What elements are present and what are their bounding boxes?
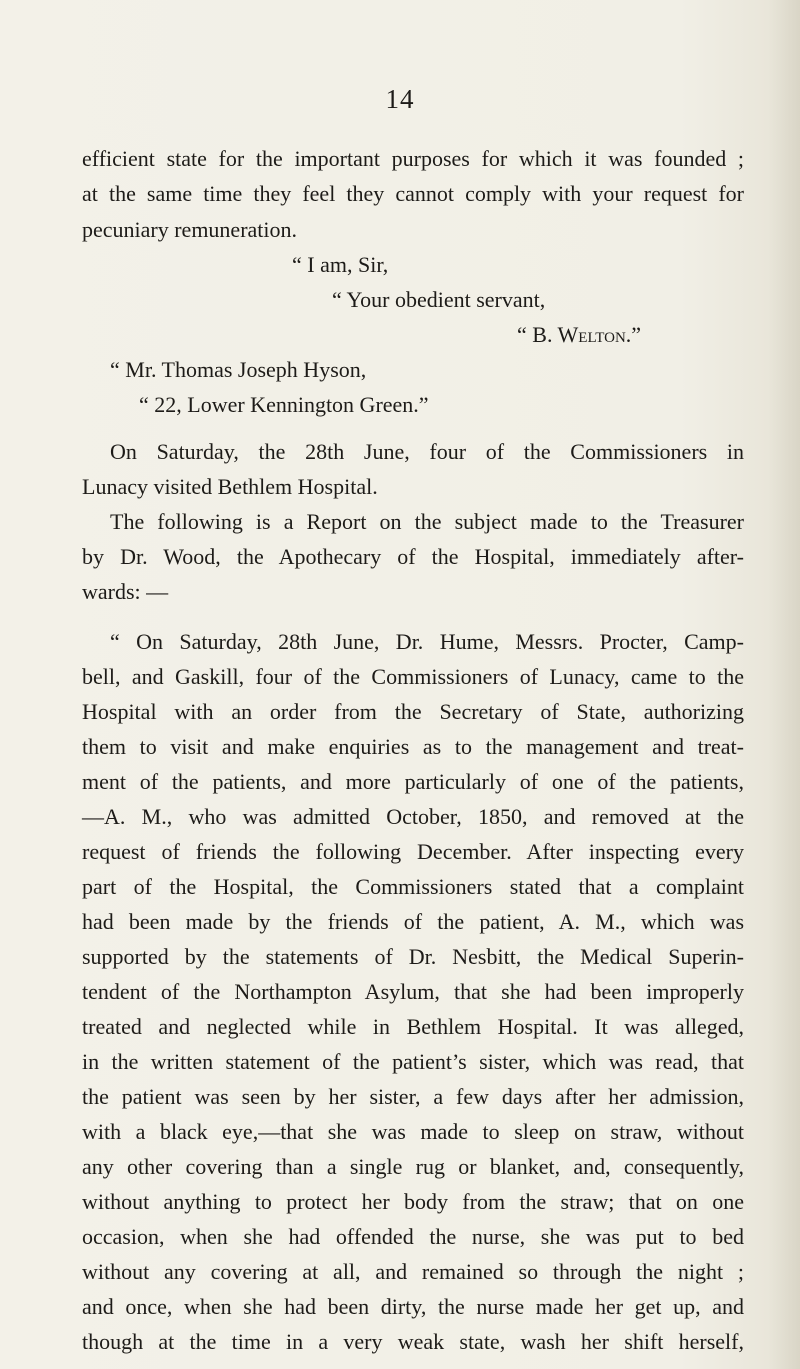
- report-line: supported by the statements of Dr. Nesbitt, the Medical Superin-: [82, 944, 744, 969]
- paragraph-line: Lunacy visited Bethlem Hospital.: [82, 474, 378, 499]
- report-line: tendent of the Northampton Asylum, that she had been improperly: [82, 979, 744, 1004]
- text-line: at the same time they feel they cannot comply with your request for: [82, 181, 744, 206]
- paragraph-line: by Dr. Wood, the Apothecary of the Hospital, immediately after-: [82, 544, 744, 569]
- text-line: efficient state for the important purposes for which it was founded ;: [82, 146, 744, 171]
- letter-signature: “ B. Welton.”: [517, 322, 642, 347]
- report-line: though at the time in a very weak state, wash her shift herself,: [82, 1329, 744, 1354]
- report-line: “ On Saturday, 28th June, Dr. Hume, Messrs. Procter, Camp-: [110, 629, 744, 654]
- report-line: the patient was seen by her sister, a few days after her admission,: [82, 1084, 744, 1109]
- report-line: part of the Hospital, the Commissioners stated that a complaint: [82, 874, 744, 899]
- report-line: had been made by the friends of the patient, A. M., which was: [82, 909, 744, 934]
- report-line: without any covering at all, and remained so through the night ;: [82, 1259, 744, 1284]
- report-line: in the written statement of the patient’s sister, which was read, that: [82, 1049, 744, 1074]
- report-line: them to visit and make enquiries as to the management and treat-: [82, 734, 744, 759]
- page-number: 14: [385, 84, 415, 114]
- report-line: Hospital with an order from the Secretary of State, authorizing: [82, 699, 744, 724]
- letter-closing: “ Your obedient servant,: [332, 287, 546, 312]
- report-line: and once, when she had been dirty, the nurse made her get up, and: [82, 1294, 744, 1319]
- report-line: occasion, when she had offended the nurse, she was put to bed: [82, 1224, 744, 1249]
- text-line: pecuniary remuneration.: [82, 217, 298, 242]
- report-line: request of friends the following December. After inspecting every: [82, 839, 744, 864]
- paragraph-line: wards: —: [82, 579, 169, 604]
- report-line: ment of the patients, and more particularly of one of the patients,: [82, 769, 744, 794]
- paragraph-line: The following is a Report on the subject made to the Treasurer: [110, 509, 744, 534]
- report-line: treated and neglected while in Bethlem Hospital. It was alleged,: [82, 1014, 744, 1039]
- report-line: any other covering than a single rug or blanket, and, consequently,: [82, 1154, 744, 1179]
- paragraph-line: On Saturday, the 28th June, four of the Commissioners in: [110, 439, 744, 464]
- report-line: bell, and Gaskill, four of the Commissioners of Lunacy, came to the: [82, 664, 744, 689]
- letter-address: “ 22, Lower Kennington Green.”: [139, 392, 429, 417]
- letter-closing: “ I am, Sir,: [292, 252, 389, 277]
- letter-address: “ Mr. Thomas Joseph Hyson,: [110, 357, 367, 382]
- report-line: —A. M., who was admitted October, 1850, and removed at the: [82, 804, 744, 829]
- report-line: without anything to protect her body from the straw; that on one: [82, 1189, 744, 1214]
- report-line: with a black eye,—that she was made to sleep on straw, without: [82, 1119, 744, 1144]
